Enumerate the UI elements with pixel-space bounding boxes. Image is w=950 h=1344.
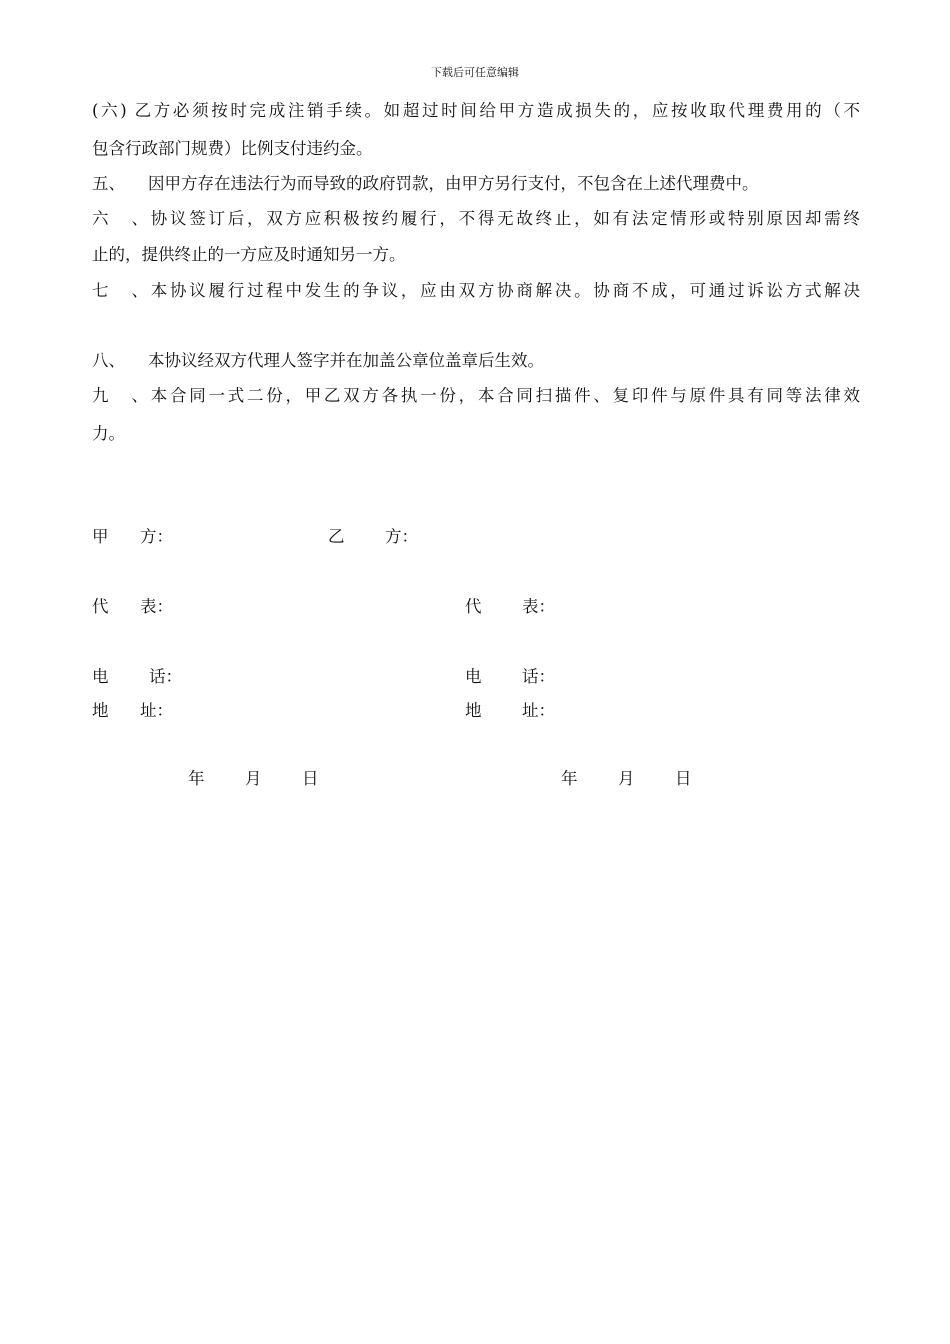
clause-7-number: 七、 [92,281,148,300]
clause-8-text: 本协议经双方代理人签字并在加盖公章位盖章后生效。 [148,351,544,370]
clause-6-line-1 [92,208,860,230]
page-header-note: 下载后可任意编辑 [431,66,519,79]
clause-9-line-2: 力。 [92,424,125,443]
clause-5-text: 因甲方存在违法行为而导致的政府罚款，由甲方另行支付，不包含在上述代理费中。 [148,174,759,193]
phone-b-label: 电 话： [465,667,555,686]
clause-6-line-2: 止的，提供终止的一方应及时通知另一方。 [92,245,406,264]
date-a-day: 日 [302,769,319,788]
date-b-day: 日 [675,769,692,788]
date-a-month: 月 [245,769,262,788]
date-a-year: 年 [188,769,205,788]
clause-9-text-1: 本合同一式二份，甲乙双方各执一份，本合同扫描件、复印件与原件具有同等法律效 [148,386,860,405]
clause-8-number: 八、 [92,351,125,370]
clause-9-line-1 [92,385,860,407]
date-b-month: 月 [618,769,635,788]
date-b-year: 年 [561,769,578,788]
clause-6-text-1: 协议签订后，双方应积极按约履行，不得无故终止，如有法定情形或特别原因却需终 [148,209,860,228]
clause-6-number: 六、 [92,209,148,228]
date-b [561,768,692,790]
clause-5 [92,173,759,195]
clause-9-number: 九、 [92,386,148,405]
clause-7-text: 本协议履行过程中发生的争议，应由双方协商解决。协商不成，可通过诉讼方式解决 [148,281,860,300]
party-b-label: 乙 方： [328,527,418,546]
item-6-line-2: 包含行政部门规费）比例支付违约金。 [92,139,373,158]
party-a-label: 甲 方： [92,527,173,546]
clause-5-number: 五、 [92,174,125,193]
address-b-label: 地 址： [465,701,555,720]
clause-7 [92,280,860,302]
phone-a-label: 电 话： [92,667,182,686]
item-6-line-1: (六) 乙方必须按时完成注销手续。如超过时间给甲方造成损失的，应按收取代理费用的（不 [92,101,860,120]
date-a [188,768,319,790]
rep-a-label: 代 表： [92,597,173,616]
rep-b-label: 代 表： [465,597,555,616]
clause-8 [92,350,544,372]
address-a-label: 地 址： [92,701,173,720]
